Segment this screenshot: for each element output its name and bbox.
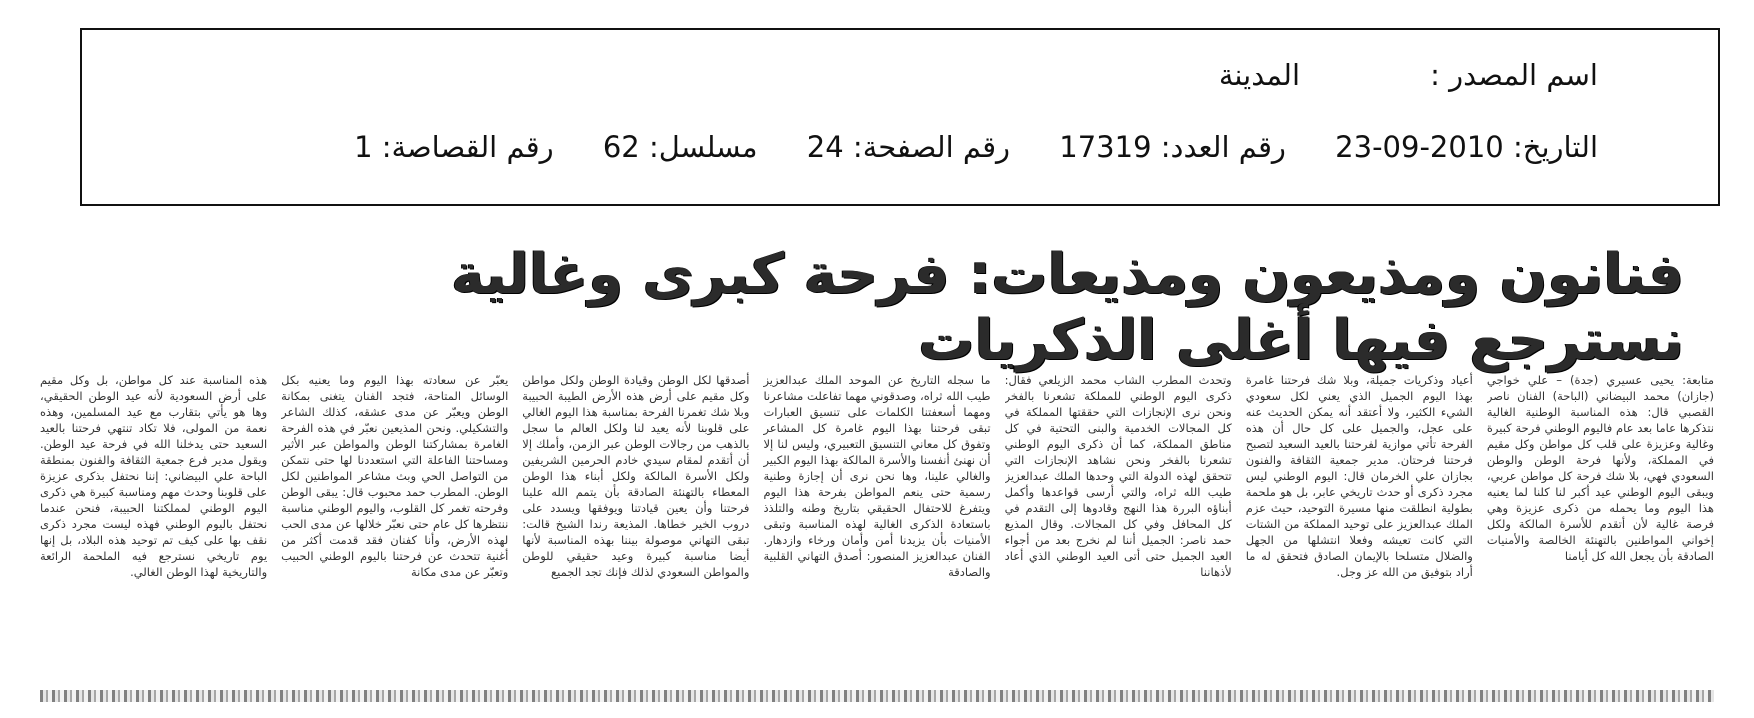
source-row (1219, 58, 1598, 92)
article-column (763, 372, 990, 690)
date-label: التاريخ: (1512, 130, 1598, 164)
article-column (281, 372, 508, 690)
page-value: 24 (806, 130, 844, 164)
clip-label: رقم القصاصة: (381, 130, 554, 164)
issue-info-row (354, 130, 1598, 164)
article-headline (184, 242, 1684, 374)
column-text: يعبّر عن سعادته بهذا اليوم وما يعنيه بكل الوسائل المتاحة، فتجد الفنان يتغنى بمكانة الوطن ويعبّر عن مدى عشقه، كذلك الشاعر والتشكيلي. ونحن المذيعين نعبّر في هذه الفرحة الغامرة بمشاركتنا الوطن والمواطن عبر الأثير ومساحتنا الفاعلة التي استعددنا لها حتى نتمكن من التواصل الحي وبث مشاعر المواطنين لكل الوطن. المطرب حمد محبوب قال: يبقى الوطن وفرحته تغمر كل القلوب، واليوم الوطني مناسبة ننتظرها كل عام حتى نعبّر خلالها عن مدى الحب لهذه الأرض، وأنا كفنان فقد قدمت أكثر من أغنية تتحدث عن فرحتنا باليوم الوطني الحبيب وتعبّر عن مدى مكانة (281, 373, 509, 579)
article-column (1246, 372, 1473, 690)
headline-line-1: فنانون ومذيعون ومذيعات: فرحة كبرى وغالية (451, 242, 1684, 307)
page-label: رقم الصفحة: (852, 130, 1011, 164)
column-text: وتحدث المطرب الشاب محمد الزيلعي فقال: ذكرى اليوم الوطني للمملكة تشعرنا بالفخر ونحن نرى الإنجازات التي حققتها المملكة في كل المجالات الخدمية والبنى التحتية في كل مناطق المملكة، كما أن ذكرى اليوم الوطني تشعرنا بالفخر ونحن نشاهد الإنجازات التي تتحقق لهذه الدولة التي وحدها الملك عبدالعزيز طيب الله ثراه، والتي أرسى قواعدها وأكمل أبناؤه البررة هذا النهج وقادوها إلى التقدم في كل المحافل وفي كل المجالات. وقال المذيع حمد ناصر: الجميل أننا لم نخرج بعد من أجواء العيد الجميل حتى أتى العيد الوطني الذي أعاد لأذهاننا (1004, 373, 1232, 579)
clip-value: 1 (354, 130, 373, 164)
column-text: هذه المناسبة عند كل مواطن، بل وكل مقيم على أرض السعودية لأنه عيد الوطن الحقيقي، وها هو يأتي بتقارب مع عيد المسلمين، وهذه نعمة من المولى، فلا تكاد تنتهي فرحتنا بالعيد السعيد حتى يدخلنا الله في فرحة عيد الوطن. ويقول مدير فرع جمعية الثقافة والفنون بمنطقة الباحة علي البيضاني: إننا نحتفل بذكرى عزيزة على قلوبنا وحدث مهم ومناسبة كبيرة هي ذكرى اليوم الوطني لمملكتنا الحبيبة، فنحن عندما نحتفل باليوم الوطني فهذه ليست مجرد ذكرى نقف بها على كيف تم توحيد هذه البلاد، بل إنها يوم تاريخي نسترجع فيه الملحمة الرائعة والتاريخية لهذا الوطن الغالي. (40, 373, 268, 579)
column-text: متابعة: يحيى عسيري (جدة) – علي خواجي (جازان) محمد البيضاني (الباحة) الفنان ناصر القصبي قال: هذه المناسبة الوطنية الغالية نتذكرها عاما بعد عام فاليوم الوطني فرحة كبيرة وغالية وعزيزة على قلب كل مواطن وكل مقيم في المملكة، ولأنها فرحة الوطن والوطن السعودي فهي، بلا شك فرحة كل مواطن عربي، ويبقى اليوم الوطني عيد أكبر لنا كلنا لما يعنيه هذا اليوم وما يحمله من ذكرى عزيزة وهي فرصة غالية لأن أتقدم للأسرة المالكة ولكل إخواني المواطنين بالتهنئة الخالصة والأمنيات الصادقة بأن يجعل الله كل أيامنا (1486, 373, 1714, 563)
article-column (1487, 372, 1714, 690)
serial-value: 62 (602, 130, 640, 164)
issue-value: 17319 (1059, 130, 1152, 164)
headline-line-2: نسترجع فيها أغلى الذكريات (918, 308, 1684, 373)
date-value: 2010-09-23 (1335, 130, 1504, 164)
article-column (40, 372, 267, 690)
article-columns (40, 372, 1714, 690)
article-column (522, 372, 749, 690)
source-label: اسم المصدر : (1430, 58, 1598, 92)
scan-noise-strip (40, 690, 1714, 702)
source-value: المدينة (1218, 58, 1301, 92)
serial-label: مسلسل: (648, 130, 758, 164)
column-text: ما سجله التاريخ عن الموحد الملك عبدالعزيز طيب الله ثراه، وصدقوني مهما تفاعلت مشاعرنا ومهما أسعفتنا الكلمات على تنسيق العبارات تبقى فرحتنا بهذا اليوم غامرة كل المشاعر وتفوق كل معاني التنسيق التعبيري، وليس لنا إلا أن نهنئ أنفسنا والأسرة المالكة بهذا اليوم الكبير والغالي علينا، وها نحن نرى أن إجازة وطنية رسمية حتى ينعم المواطن بفرحة هذا اليوم ويتفرغ للاحتفال الحقيقي بتاريخ وطنه والتلذذ باستعادة الذكرى الغالية لهذه المناسبة وتبقى الأمنيات بأن يزيدنا أمن وأمان ورخاء وازدهار. الفنان عبدالعزيز المنصور: أصدق التهاني القلبية والصادقة (763, 373, 991, 579)
issue-label: رقم العدد: (1160, 130, 1286, 164)
article-column (1005, 372, 1232, 690)
source-metadata-box (80, 28, 1720, 206)
column-text: أعياد وذكريات جميلة، وبلا شك فرحتنا غامرة بهذا اليوم الجميل الذي يعني لكل سعودي الشيء الكثير، ولا أعتقد أنه يمكن الحديث عنه على عجل، والجميل على كل حال أن هذه الفرحة تأتي موازية لفرحتنا بالعيد السعيد لتصبح فرحتنا فرحتان. مدير جمعية الثقافة والفنون بجازان علي الخرمان قال: اليوم الوطني ليس مجرد ذكرى أو حدث تاريخي عابر، بل هو ملحمة بطولية انطلقت منها مسيرة التوحيد، حيث عزم الملك عبدالعزيز على توحيد المملكة من الشتات التي كانت تعيشه وفعلا انتشلها من الجهل والضلال متسلحا بالإيمان الصادق فتحقق له ما أراد بتوفيق من الله عز وجل. (1245, 373, 1473, 579)
column-text: أصدقها لكل الوطن وقيادة الوطن ولكل مواطن وكل مقيم على أرض هذه الأرض الطيبة الحبيبة وبلا شك تغمرنا الفرحة بمناسبة هذا اليوم الغالي على قلوبنا لأنه يعيد لنا ولكل العالم ما سجل بالذهب من رجالات الوطن عبر الزمن، وأملك إلا أن أتقدم لمقام سيدي خادم الحرمين الشريفين ولكل الأسرة المالكة ولكل أبناء هذا الوطن المعطاء بالتهنئة الصادقة بأن يتمم الله علينا فرحتنا وأن يعين قيادتنا ويوفقها ويسدد على دروب الخير خطاها. المذيعة رندا الشيخ قالت: تبقى التهاني موصولة بيننا بهذه المناسبة لأنها أيضا مناسبة كبيرة وعيد حقيقي للوطن والمواطن السعودي لذلك فإنك تجد الجميع (522, 373, 750, 579)
